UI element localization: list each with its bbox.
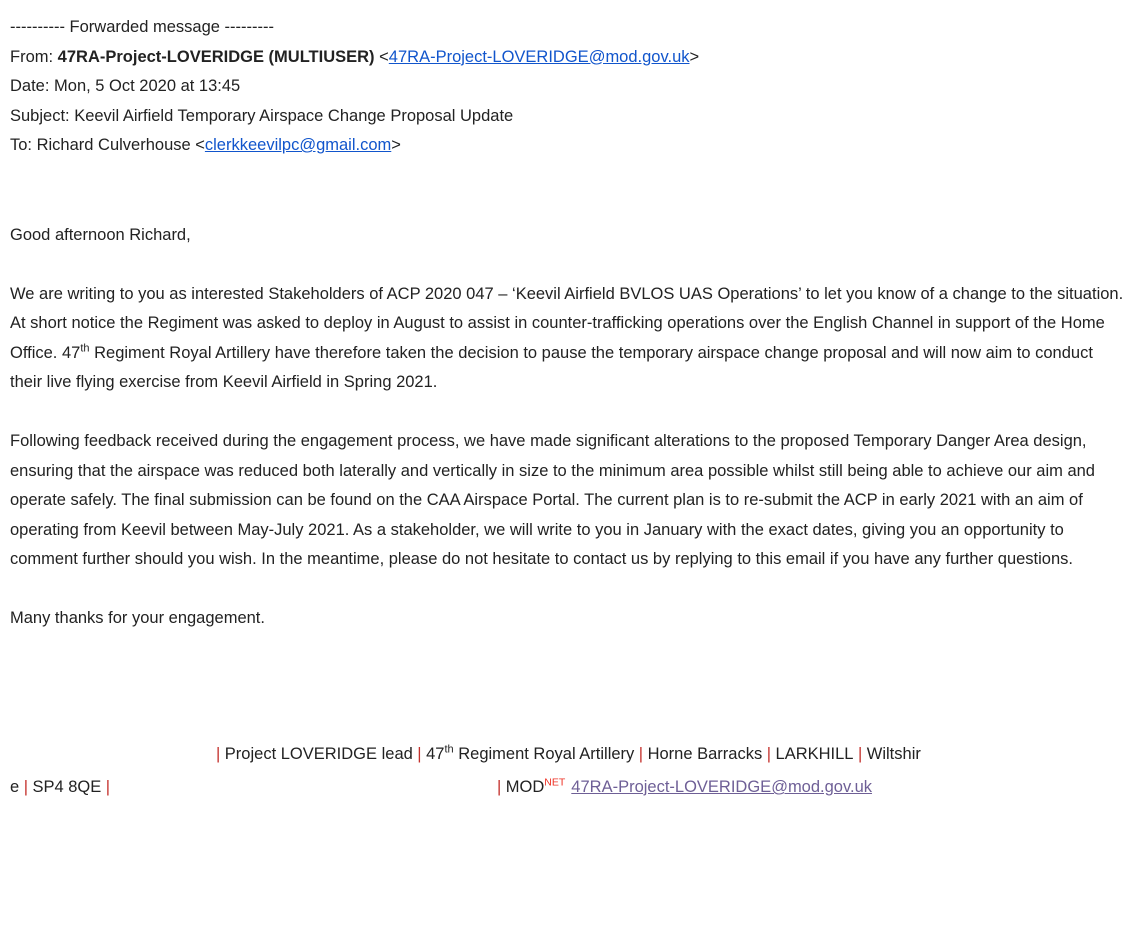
pipe-separator: | — [857, 744, 863, 763]
signature-county-continuation: e — [10, 778, 20, 796]
paragraph-operations-update — [10, 280, 1126, 398]
modnet-superscript: NET — [544, 776, 566, 789]
from-line — [10, 43, 1126, 73]
date-line: Date: Mon, 5 Oct 2020 at 13:45 — [10, 77, 241, 95]
to-email-link[interactable]: clerkkeevilpc@gmail.com — [204, 136, 392, 154]
signature-town: LARKHILL — [775, 744, 854, 763]
pipe-separator: | — [105, 778, 111, 796]
signature-line-2 — [10, 773, 1126, 803]
pipe-separator: | — [497, 778, 502, 796]
to-line — [10, 131, 1126, 161]
pipe-separator: | — [638, 744, 644, 763]
from-label: From: — [10, 47, 58, 66]
pipe-separator: | — [766, 744, 772, 763]
pipe-separator: | — [216, 744, 221, 763]
paragraph-1-text-a: We are writing to you as interested Stakeholders of ACP 2020 047 – ‘Keevil Airfield BVLOS UAS Operations’ to let you know of a change to the situation. At short notice the Regiment was asked to deploy in August to assist in counter-trafficking operations over the English Channel in support of the Home Office. 47 — [10, 284, 1124, 362]
forwarded-label: ---------- Forwarded message --------- — [10, 18, 274, 36]
from-angle-open: < — [374, 47, 389, 66]
forwarded-header — [10, 13, 1126, 161]
ordinal-superscript: th — [80, 342, 90, 354]
signature-line-1 — [10, 740, 1126, 770]
signature-email-link[interactable]: 47RA-Project-LOVERIDGE@mod.gov.uk — [571, 778, 873, 796]
closing-text: Many thanks for your engagement. — [10, 609, 265, 627]
to-label: To: Richard Culverhouse < — [10, 136, 205, 154]
regiment-number: 47 — [426, 744, 445, 763]
greeting-text: Good afternoon Richard, — [10, 225, 191, 244]
signature-modnet-segment — [497, 773, 872, 803]
to-angle-close: > — [391, 136, 401, 154]
paragraph-feedback-resubmission: Following feedback received during the engagement process, we have made significant alterations to the proposed Temporary Danger Area design, ensuring that the airspace was reduced both laterally and vertically in size to the minimum area possible whilst still being able to achieve our aim and operate safely. The final submission can be found on the CAA Airspace Portal. The current plan is to re-submit the ACP in early 2021 with an aim of operating from Keevil between May-July 2021. As a stakeholder, we will write to you in January with the exact dates, giving you an opportunity to comment further should you wish. In the meantime, please do not hesitate to contact us by replying to this email if you have any further questions. — [10, 432, 1095, 568]
signature-postcode-segment — [10, 778, 115, 796]
pipe-separator: | — [23, 778, 28, 796]
signature-block — [10, 740, 1126, 803]
from-sender-name: 47RA-Project-LOVERIDGE (MULTIUSER) — [57, 47, 375, 66]
signature-barracks: Horne Barracks — [647, 744, 763, 763]
signature-county-wrapped: Wiltshir — [866, 744, 921, 763]
signature-regiment — [426, 745, 634, 763]
from-angle-close: > — [689, 47, 700, 66]
paragraph-1-text-b: Regiment Royal Artillery have therefore taken the decision to pause the temporary airspace change proposal and will now aim to conduct their live flying exercise from Keevil Airfield in Spring 2021. — [10, 343, 1093, 391]
from-email-link[interactable]: 47RA-Project-LOVERIDGE@mod.gov.uk — [388, 47, 690, 66]
signature-role: Project LOVERIDGE lead — [224, 744, 413, 763]
subject-line: Subject: Keevil Airfield Temporary Airspace Change Proposal Update — [10, 106, 514, 125]
regiment-name: Regiment Royal Artillery — [453, 744, 635, 763]
signature-postcode: SP4 8QE — [32, 778, 102, 796]
ordinal-superscript: th — [444, 743, 454, 755]
pipe-separator: | — [417, 744, 422, 763]
modnet-label: MOD — [505, 778, 545, 796]
